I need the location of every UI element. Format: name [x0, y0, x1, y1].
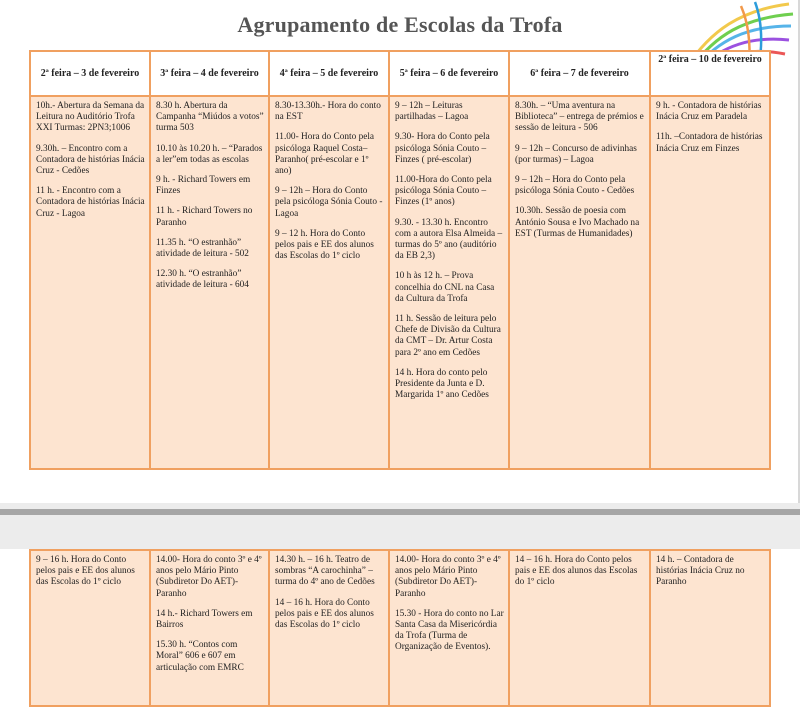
schedule-entry: 15.30 h. “Contos com Moral” 606 e 607 em articulação com EMRC [156, 640, 244, 673]
schedule-entry: 14 – 16 h. Hora do Conto pelos pais e EE dos alunos das Escolas do 1º ciclo [275, 597, 374, 631]
schedule-entry: 12.30 h. “O estranhão” atividade de leitura - 604 [156, 269, 249, 291]
schedule-row [30, 96, 770, 469]
schedule-cell [269, 550, 389, 706]
schedule-entry: 11.35 h. “O estranhão” atividade de leitura - 502 [156, 237, 249, 260]
schedule-entry: 8.30 h. Abertura da Campanha “Miúdos a votos” turma 503 [156, 101, 264, 134]
schedule-entry: 10.10 às 10.20 h. – “Parados a ler”em todas as escolas [156, 143, 263, 165]
schedule-entry: 14.00- Hora do conto 3º e 4º anos pelo Mário Pinto (Subdiretor Do AET)- Paranho [395, 555, 501, 599]
schedule-entry: 11 h. - Richard Towers no Paranho [156, 206, 253, 228]
schedule-entry: 11 h. - Encontro com a Contadora de histórias Inácia Cruz - Lagoa [36, 186, 145, 219]
schedule-entry: 9 – 12h – Concurso de adivinhas (por turmas) – Lagoa [515, 143, 637, 165]
schedule-entry: 9 – 16 h. Hora do Conto pelos pais e EE dos alunos das Escolas do 1º ciclo [36, 555, 135, 588]
schedule-cell [150, 550, 269, 706]
schedule-entry: 11h. –Contadora de histórias Inácia Cruz em Finzes [656, 132, 763, 154]
schedule-entry: 14 h.- Richard Towers em Bairros [156, 608, 253, 631]
schedule-table-week-1 [29, 50, 771, 470]
schedule-cell [509, 550, 650, 706]
schedule-cell [389, 96, 509, 469]
schedule-entry: 10.30h. Sessão de poesia com António Sousa e Ivo Machado na EST (Turmas de Humanidades) [515, 206, 640, 239]
schedule-entry: 10h.- Abertura da Semana da Leitura no Auditório Trofa XXI Turmas: 2PN3;1006 [36, 101, 145, 134]
schedule-entry: 11.00-Hora do Conto pela psicóloga Sónia Couto –Finzes (1º anos) [395, 175, 492, 208]
schedule-cell [30, 550, 150, 706]
schedule-entry: 14 h. Hora do conto pelo Presidente da Junta e D. Margarida 1º ano Cedões [395, 367, 489, 401]
schedule-entry: 9.30- Hora do Conto pela psicóloga Sónia Couto – Finzes ( pré-escolar) [395, 132, 490, 165]
header-row [30, 51, 770, 96]
schedule-entry: 8.30-13.30h.- Hora do conto na EST [275, 101, 381, 123]
schedule-entry: 14.00- Hora do conto 3º e 4º anos pelo Mário Pinto (Subdiretor Do AET)- Paranho [156, 555, 262, 599]
schedule-cell [30, 96, 150, 469]
schedule-entry: 14 h. – Contadora de histórias Inácia Cruz no Paranho [656, 555, 745, 588]
schedule-entry: 9 h. - Richard Towers em Finzes [156, 175, 251, 197]
schedule-entry: 8.30h. – “Uma aventura na Biblioteca” – entrega de prémios e sessão de leitura - 506 [515, 101, 644, 134]
schedule-cell [389, 550, 509, 706]
schedule-cell [150, 96, 269, 469]
schedule-row [30, 550, 770, 706]
schedule-entry: 11 h. Sessão de leitura pelo Chefe de Divisão da Cultura da CMT – Dr. Artur Costa para 2º ano em Cedões [395, 314, 501, 358]
schedule-cell [269, 96, 389, 469]
schedule-table-week-2 [29, 549, 771, 707]
page-title: Agrupamento de Escolas da Trofa [237, 12, 563, 37]
schedule-entry: 9 – 12h – Hora do Conto pela psicóloga Sónia Couto - Cedões [515, 175, 635, 197]
col-header-day-6: 2ª feira – 10 de fevereiro [650, 51, 770, 96]
col-header-day-5: 6ª feira – 7 de fevereiro [509, 51, 650, 96]
col-header-day-1: 2ª feira – 3 de fevereiro [30, 51, 150, 96]
schedule-entry: 14 – 16 h. Hora do Conto pelos pais e EE dos alunos das Escolas do 1º ciclo [515, 555, 638, 588]
schedule-entry: 9 – 12h – Leituras partilhadas – Lagoa [395, 101, 469, 123]
schedule-entry: 10 h às 12 h. – Prova concelhia do CNL na Casa da Cultura da Trofa [395, 271, 495, 304]
schedule-entry: 11.00- Hora do Conto pela psicóloga Raquel Costa–Paranho( pré-escolar e 1º ano) [275, 132, 375, 177]
schedule-cell [650, 550, 770, 706]
schedule-entry: 9 h. - Contadora de histórias Inácia Cruz em Paradela [656, 101, 762, 123]
schedule-entry: 9 – 12 h. Hora do Conto pelos pais e EE dos alunos das Escolas do 1º ciclo [275, 228, 374, 262]
col-header-day-2: 3ª feira – 4 de fevereiro [150, 51, 269, 96]
schedule-entry: 9.30. - 13.30 h. Encontro com a autora Elsa Almeida – turmas do 5º ano (auditório da EB 2,3) [395, 217, 503, 262]
schedule-entry: 15.30 - Hora do conto no Lar Santa Casa da Misericórdia da Trofa (Turma de Organização de Eventos). [395, 608, 504, 653]
schedule-entry: 9.30h. – Encontro com a Contadora de histórias Inácia Cruz - Cedões [36, 143, 145, 177]
page-separator [0, 509, 800, 515]
schedule-cell [650, 96, 770, 469]
schedule-entry: 9 – 12h – Hora do Conto pela psicóloga Sónia Couto - Lagoa [275, 186, 383, 219]
col-header-day-4: 5ª feira – 6 de fevereiro [389, 51, 509, 96]
schedule-entry: 14.30 h. – 16 h. Teatro de sombras “A carochinha” – turma do 4º ano de Cedões [275, 555, 375, 588]
col-header-day-3: 4ª feira – 5 de fevereiro [269, 51, 389, 96]
schedule-cell [509, 96, 650, 469]
